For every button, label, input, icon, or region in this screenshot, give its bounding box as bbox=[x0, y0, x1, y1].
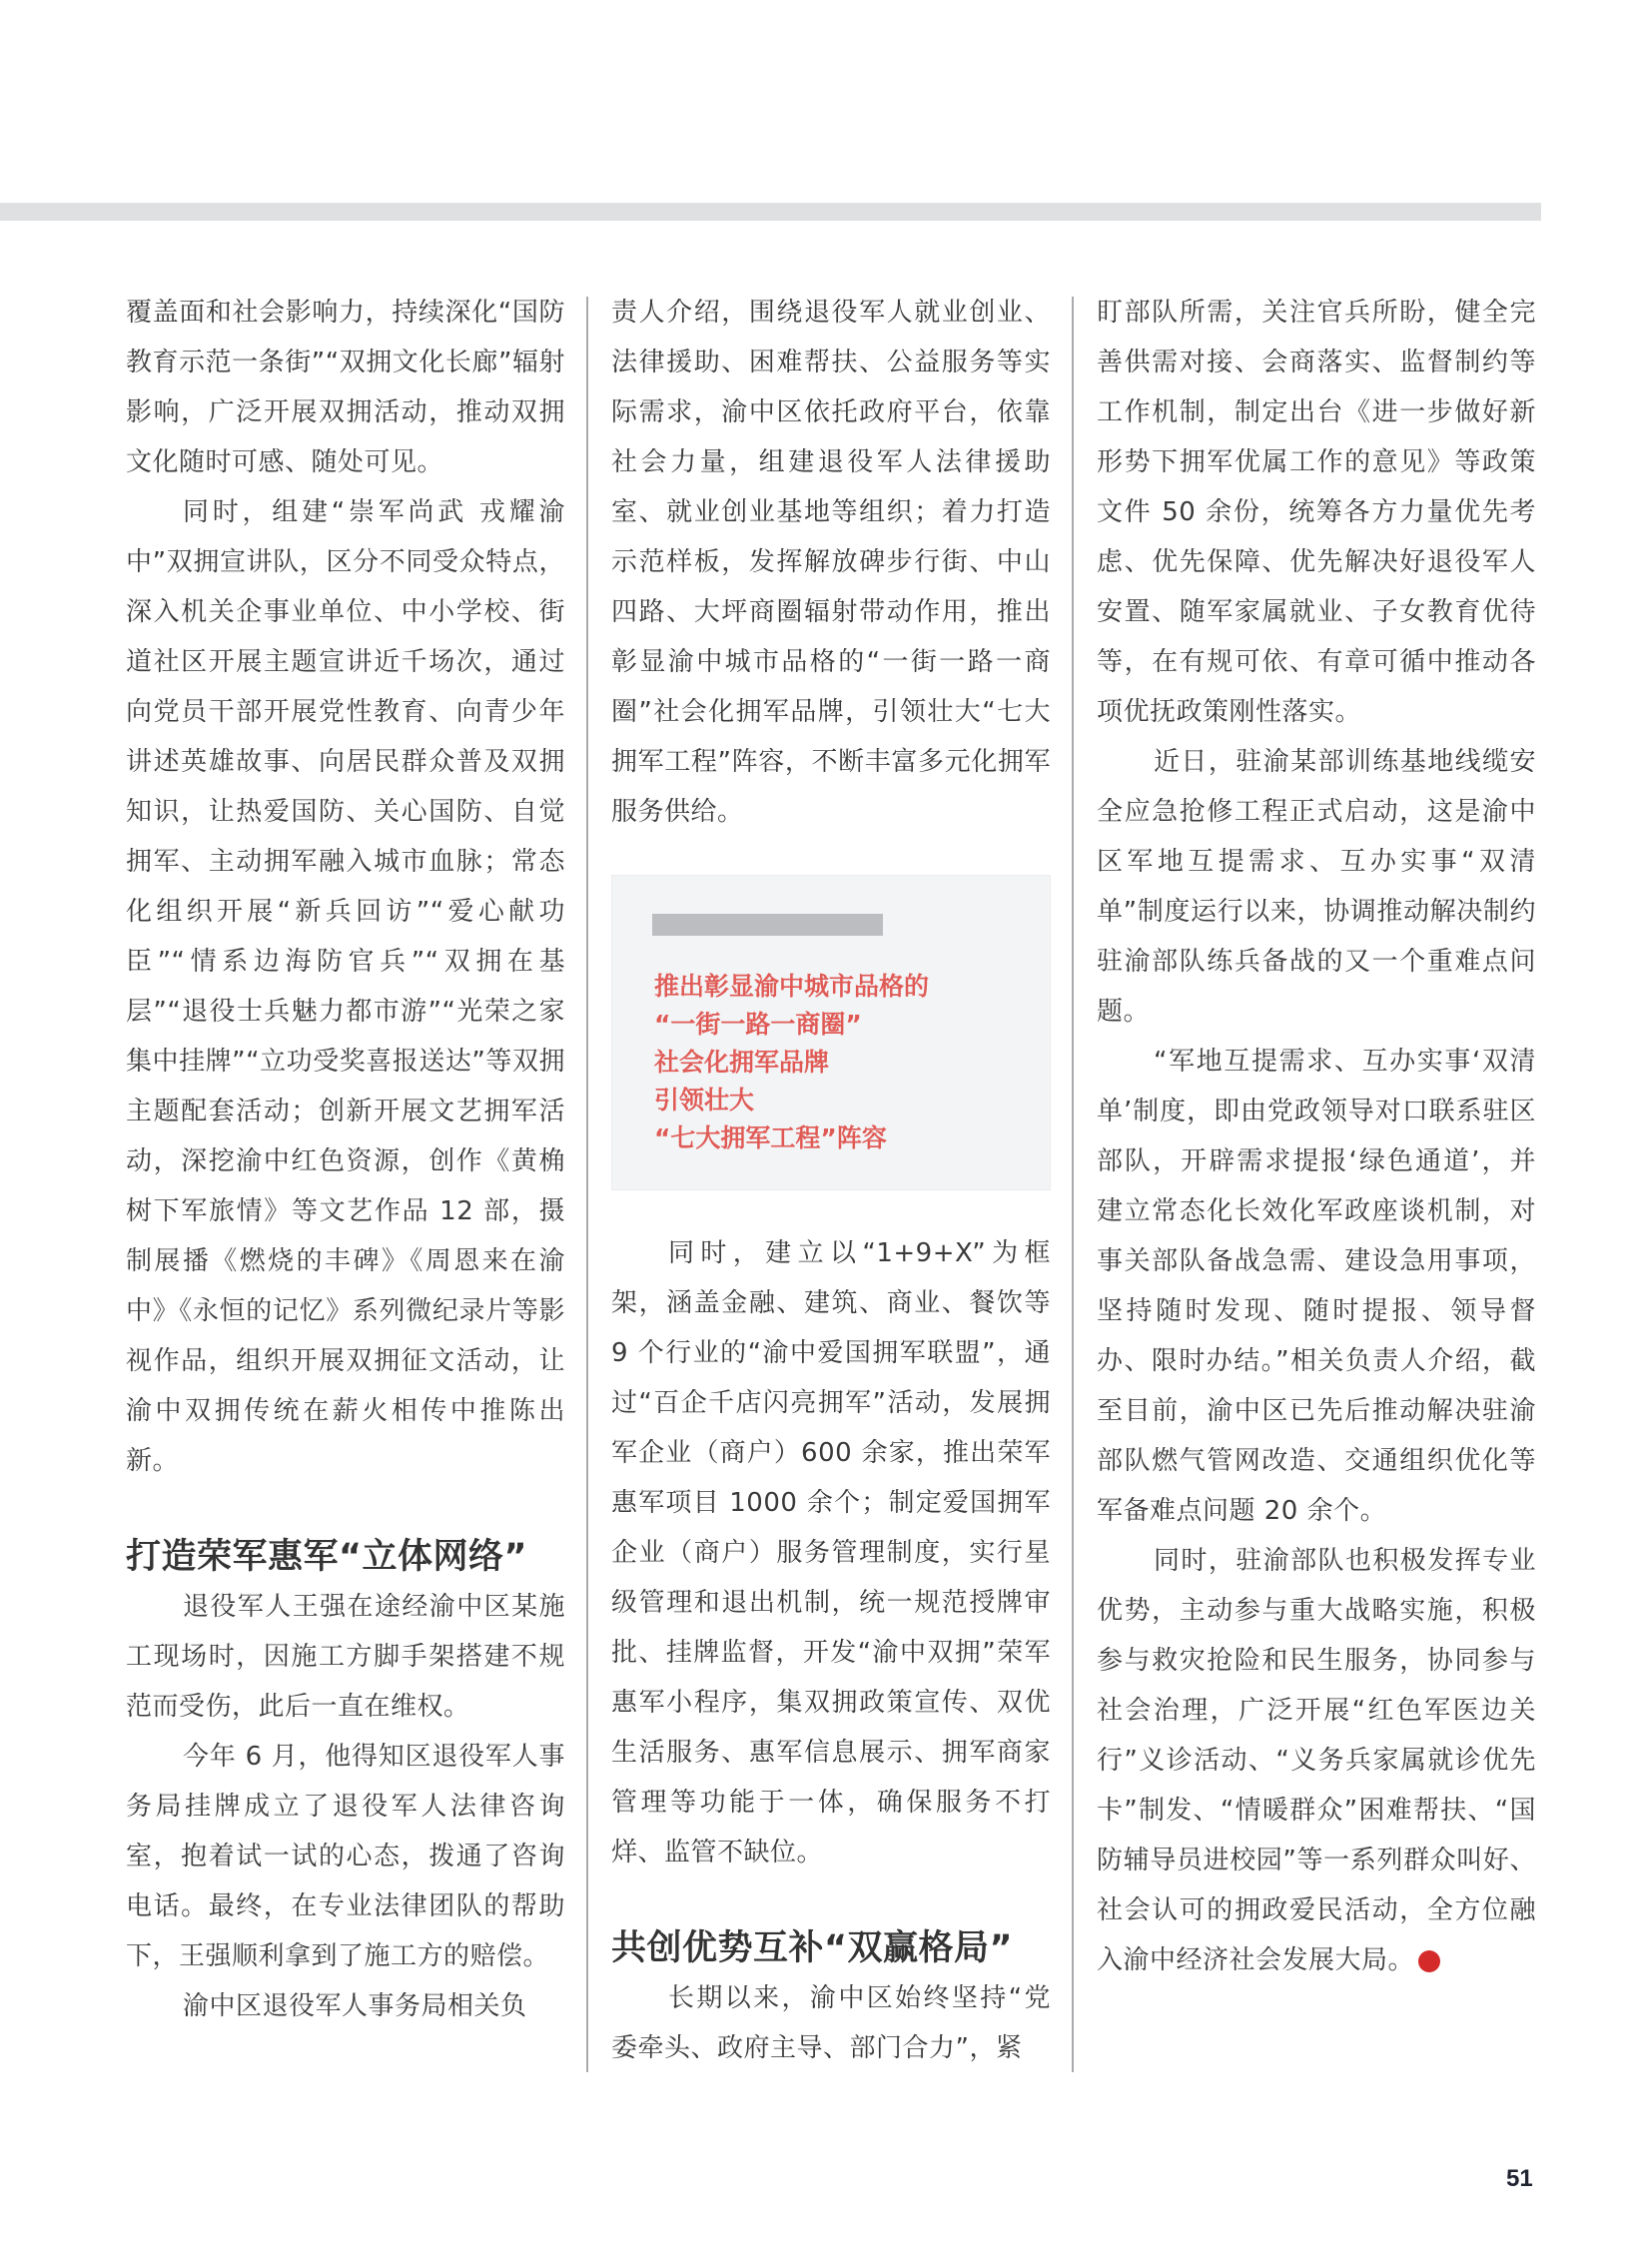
pull-quote-line: “一街一路一商圈” bbox=[654, 1010, 862, 1039]
column-divider bbox=[1072, 297, 1074, 2072]
paragraph: 退役军人王强在途经渝中区某施工现场时，因施工方脚手架搭建不规范而受伤，此后一直在维权。 bbox=[126, 1592, 565, 1722]
paragraph: 渝中区退役军人事务局相关负 bbox=[183, 1991, 527, 2021]
paragraph: 今年 6 月，他得知区退役军人事务局挂牌成立了退役军人法律咨询室，抱着试一试的心态，拨通了咨询电话。最终，在专业法律团队的帮助下，王强顺利拿到了施工方的赔偿。 bbox=[126, 1742, 565, 1971]
pull-quote-line: 推出彰显渝中城市品格的 bbox=[654, 972, 930, 1001]
pull-quote-line: “七大拥军工程”阵容 bbox=[654, 1123, 887, 1152]
paragraph: “军地互提需求、互办实事‘双清单’制度，即由党政领导对口联系驻区部队，开辟需求提报‘绿色通道’，并建立常态化长效化军政座谈机制，对事关部队备战急需、建设急用事项，坚持随时发现、随时提报、领导督办、限时办结。”相关负责人介绍，截至目前，渝中区已先后推动解决驻渝部队燃气管网改造、交通组织优化等军备难点问题 20 余个。 bbox=[1097, 1047, 1536, 1526]
section-heading: 打造荣军惠军“立体网络” bbox=[126, 1537, 528, 1577]
paragraph: 责人介绍，围绕退役军人就业创业、法律援助、困难帮扶、公益服务等实际需求，渝中区依托政府平台，依靠社会力量，组建退役军人法律援助室、就业创业基地等组织；着力打造示范样板，发挥解放碑步行街、中山四路、大坪商圈辐射带动作用，推出彰显渝中城市品格的“一街一路一商圈”社会化拥军品牌，引领壮大“七大拥军工程”阵容，不断丰富多元化拥军服务供给。 bbox=[611, 298, 1051, 827]
paragraph: 盯部队所需，关注官兵所盼，健全完善供需对接、会商落实、监督制约等工作机制，制定出台《进一步做好新形势下拥军优属工作的意见》等政策文件 50 余份，统筹各方力量优先考虑、优先保障、优先解决好退役军人安置、随军家属就业、子女教育优待等，在有规可依、有章可循中推动各项优抚政策刚性落实。 bbox=[1097, 298, 1536, 727]
pull-quote-box bbox=[611, 875, 1051, 1190]
paragraph: 长期以来，渝中区始终坚持“党委牵头、政府主导、部门合力”，紧 bbox=[611, 1983, 1051, 2063]
paragraph: 同时，建立以“1+9+X”为框架，涵盖金融、建筑、商业、餐饮等 9 个行业的“渝中爱国拥军联盟”，通过“百企千店闪亮拥军”活动，发展拥军企业（商户）600 余家，推出荣军惠军项目 1000 余个；制定爱国拥军企业（商户）服务管理制度，实行星级管理和退出机制，统一规范授牌审批、挂牌监督，开发“渝中双拥”荣军惠军小程序，集双拥政策宣传、双优生活服务、惠军信息展示、拥军商家管理等功能于一体，确保服务不打烊、监管不缺位。 bbox=[611, 1238, 1051, 1868]
publication-end-logo-icon: N bbox=[1418, 1950, 1440, 1972]
column-3 bbox=[1097, 288, 1536, 1985]
section-heading: 共创优势互补“双赢格局” bbox=[611, 1928, 1014, 1968]
column-divider bbox=[586, 297, 588, 2072]
pull-quote bbox=[654, 968, 929, 1157]
header-band bbox=[0, 203, 1541, 221]
paragraph bbox=[1097, 1536, 1536, 1985]
paragraph-text: 同时，驻渝部队也积极发挥专业优势，主动参与重大战略实施，积极参与救灾抢险和民生服务，协同参与社会治理，广泛开展“红色军医边关行”义诊活动、“义务兵家属就诊优先卡”制发、“情暖群众”困难帮扶、“国防辅导员进校园”等一系列群众叫好、社会认可的拥政爱民活动，全方位融入渝中经济社会发展大局。 bbox=[1097, 1546, 1536, 1975]
paragraph: 覆盖面和社会影响力，持续深化“国防教育示范一条街”“双拥文化长廊”辐射影响，广泛开展双拥活动，推动双拥文化随时可感、随处可见。 bbox=[126, 298, 565, 477]
paragraph: 近日，驻渝某部训练基地线缆安全应急抢修工程正式启动，这是渝中区军地互提需求、互办实事“双清单”制度运行以来，协调推动解决制约驻渝部队练兵备战的又一个重难点问题。 bbox=[1097, 747, 1536, 1027]
pull-quote-line: 社会化拥军品牌 bbox=[654, 1048, 830, 1077]
pull-quote-bar bbox=[652, 914, 883, 936]
column-2 bbox=[611, 288, 1051, 2073]
pull-quote-line: 引领壮大 bbox=[654, 1086, 755, 1115]
page-number: 51 bbox=[1506, 2165, 1533, 2192]
paragraph: 同时，组建“崇军尚武 戎耀渝中”双拥宣讲队，区分不同受众特点，深入机关企事业单位、中小学校、街道社区开展主题宣讲近千场次，通过向党员干部开展党性教育、向青少年讲述英雄故事、向居民群众普及双拥知识，让热爱国防、关心国防、自觉拥军、主动拥军融入城市血脉；常态化组织开展“新兵回访”“爱心献功臣”“情系边海防官兵”“双拥在基层”“退役士兵魅力都市游”“光荣之家集中挂牌”“立功受奖喜报送达”等双拥主题配套活动；创新开展文艺拥军活动，深挖渝中红色资源，创作《黄桷树下军旅情》等文艺作品 12 部，摄制展播《燃烧的丰碑》《周恩来在渝中》《永恒的记忆》系列微纪录片等影视作品，组织开展双拥征文活动，让渝中双拥传统在薪火相传中推陈出新。 bbox=[126, 497, 565, 1476]
column-1 bbox=[126, 288, 565, 2031]
